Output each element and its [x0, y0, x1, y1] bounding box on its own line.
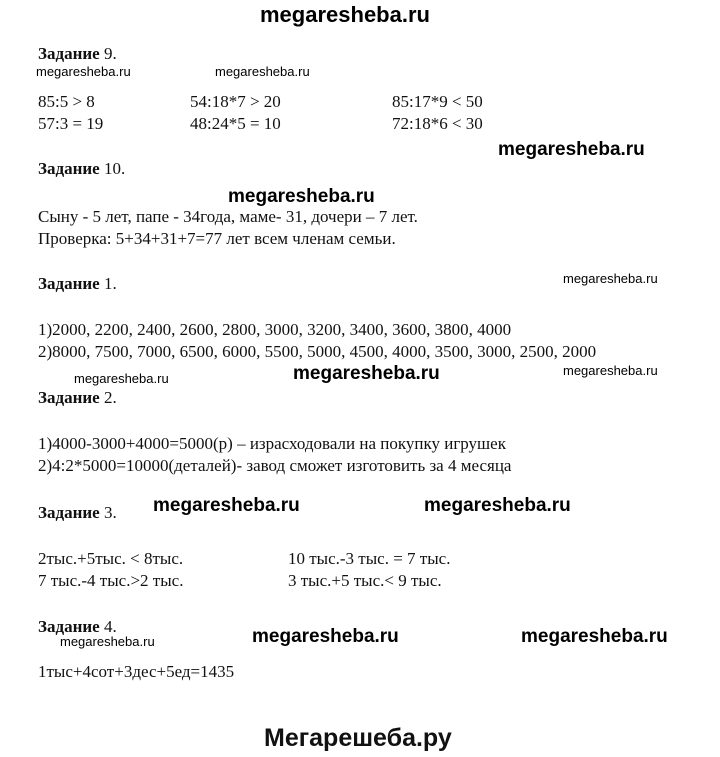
- task-10-heading: [38, 159, 125, 179]
- task-3-expr: 7 тыс.-4 тыс.>2 тыс.: [38, 571, 184, 590]
- watermark: megaresheba.ru: [498, 139, 645, 160]
- watermark: megaresheba.ru: [252, 626, 399, 647]
- watermark: megaresheba.ru: [521, 626, 668, 647]
- task-4-line: 1тыс+4сот+3дес+5ед=1435: [38, 662, 235, 681]
- watermark: megaresheba.ru: [153, 495, 300, 516]
- task-number: 4.: [99, 617, 117, 636]
- task-2-line: 2)4:2*5000=10000(деталей)- завод сможет изготовить за 4 месяца: [38, 456, 512, 475]
- task-number: 1.: [99, 274, 117, 293]
- task-word: Задание: [38, 503, 100, 522]
- watermark: megaresheba.ru: [74, 371, 169, 386]
- watermark: megaresheba.ru: [60, 634, 155, 649]
- watermark: megaresheba.ru: [293, 363, 440, 384]
- task-9-expr: 85:17*9 < 50: [392, 92, 483, 111]
- task-9-heading: [38, 44, 117, 64]
- task-9-expr: 54:18*7 > 20: [190, 92, 281, 111]
- task-number: 9.: [99, 44, 117, 63]
- task-word: Задание: [38, 44, 100, 63]
- top-watermark: megaresheba.ru: [260, 2, 430, 27]
- watermark: megaresheba.ru: [215, 64, 310, 79]
- watermark: megaresheba.ru: [424, 495, 571, 516]
- task-3-expr: 2тыс.+5тыс. < 8тыс.: [38, 549, 184, 568]
- watermark: megaresheba.ru: [563, 271, 658, 286]
- watermark: megaresheba.ru: [228, 186, 375, 207]
- task-word: Задание: [38, 617, 100, 636]
- task-9-expr: 72:18*6 < 30: [392, 114, 483, 133]
- footer-watermark: Мегарешеба.ру: [264, 724, 452, 752]
- task-10-line: Сыну - 5 лет, папе - 34года, маме- 31, дочери – 7 лет.: [38, 207, 418, 226]
- task-word: Задание: [38, 388, 100, 407]
- task-10-line: Проверка: 5+34+31+7=77 лет всем членам семьи.: [38, 229, 396, 248]
- task-number: 10.: [99, 159, 126, 178]
- task-3-heading: [38, 503, 117, 523]
- task-1-line: 1)2000, 2200, 2400, 2600, 2800, 3000, 3200, 3400, 3600, 3800, 4000: [38, 320, 512, 339]
- task-9-expr: 85:5 > 8: [38, 92, 95, 111]
- task-word: Задание: [38, 159, 100, 178]
- task-9-expr: 48:24*5 = 10: [190, 114, 281, 133]
- task-number: 2.: [99, 388, 117, 407]
- watermark: megaresheba.ru: [563, 363, 658, 378]
- task-1-line: 2)8000, 7500, 7000, 6500, 6000, 5500, 5000, 4500, 4000, 3500, 3000, 2500, 2000: [38, 342, 597, 361]
- task-3-expr: 3 тыс.+5 тыс.< 9 тыс.: [288, 571, 442, 590]
- task-1-heading: [38, 274, 117, 294]
- task-2-line: 1)4000-3000+4000=5000(р) – израсходовали на покупку игрушек: [38, 434, 506, 453]
- task-word: Задание: [38, 274, 100, 293]
- task-2-heading: [38, 388, 117, 408]
- task-9-expr: 57:3 = 19: [38, 114, 104, 133]
- watermark: megaresheba.ru: [36, 64, 131, 79]
- task-number: 3.: [99, 503, 117, 522]
- task-3-expr: 10 тыс.-3 тыс. = 7 тыс.: [288, 549, 451, 568]
